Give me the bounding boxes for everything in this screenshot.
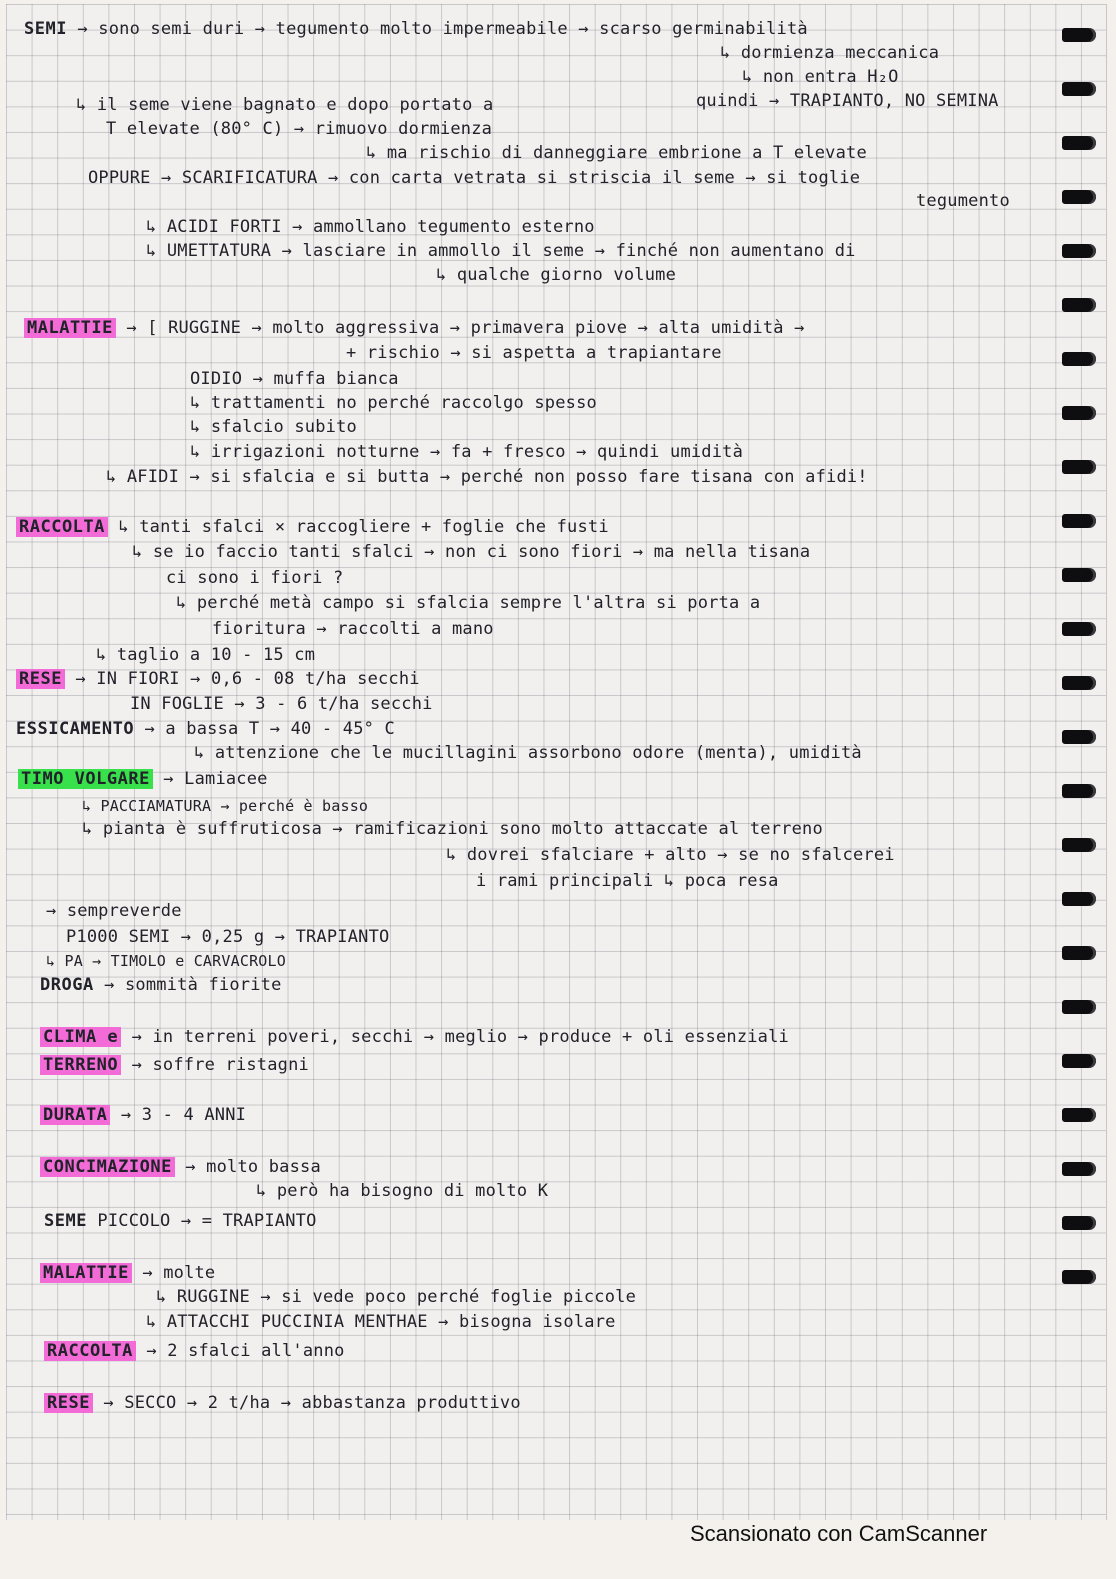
section-heading: ESSICAMENTO	[16, 719, 135, 739]
note-line	[446, 844, 895, 866]
note-line	[146, 216, 595, 238]
note-line	[146, 240, 856, 262]
note-text: ↳ il seme viene bagnato e dopo portato a	[76, 95, 494, 115]
note-text: quindi → TRAPIANTO, NO SEMINA	[696, 91, 999, 111]
binder-ring	[1062, 1270, 1096, 1284]
binder-ring	[1062, 838, 1096, 852]
binder-ring	[1062, 406, 1096, 420]
binder-ring	[1062, 1054, 1096, 1068]
binder-ring	[1062, 352, 1096, 366]
note-line	[190, 441, 743, 463]
binder-ring	[1062, 946, 1096, 960]
note-line	[146, 1311, 616, 1333]
note-line	[18, 768, 268, 790]
note-line	[130, 693, 433, 715]
note-line	[256, 1180, 548, 1202]
note-text: ↳ non entra H₂O	[742, 67, 899, 87]
note-line	[156, 1286, 636, 1308]
binder-ring	[1062, 1108, 1096, 1122]
note-text: → 2 sfalci all'anno	[146, 1341, 345, 1361]
note-line	[40, 1026, 789, 1048]
section-heading: TIMO VOLGARE	[18, 769, 153, 789]
note-text: → sono semi duri → tegumento molto impermeabile → scarso germinabilità	[77, 19, 808, 39]
binder-ring	[1062, 784, 1096, 798]
binder-ring	[1062, 568, 1096, 582]
note-text: ↳ tanti sfalci × raccogliere + foglie che fusti	[118, 517, 609, 537]
note-line	[212, 618, 494, 640]
note-text: IN FOGLIE → 3 - 6 t/ha secchi	[130, 694, 433, 714]
note-text: ↳ sfalcio subito	[190, 417, 357, 437]
binder-ring	[1062, 1216, 1096, 1230]
note-line	[44, 1392, 521, 1414]
note-line	[166, 567, 343, 589]
note-line	[16, 516, 609, 538]
binder-ring	[1062, 514, 1096, 528]
section-heading: MALATTIE	[24, 318, 116, 338]
note-text: PICCOLO → = TRAPIANTO	[97, 1211, 317, 1231]
note-text: ↳ dovrei sfalciare + alto → se no sfalcerei	[446, 845, 895, 865]
note-text: ↳ se io faccio tanti sfalci → non ci sono fiori → ma nella tisana	[132, 542, 811, 562]
note-line	[40, 1054, 309, 1076]
section-heading: MALATTIE	[40, 1263, 132, 1283]
section-heading: SEME	[44, 1211, 87, 1231]
note-line	[46, 900, 182, 922]
note-line	[44, 1210, 317, 1232]
note-line	[366, 142, 867, 164]
note-line	[176, 592, 760, 614]
note-text: → sommità fiorite	[104, 975, 282, 995]
note-text: ↳ attenzione che le mucillagini assorbono odore (menta), umidità	[194, 743, 862, 763]
binder-ring	[1062, 730, 1096, 744]
note-text: ↳ AFIDI → si sfalcia e si butta → perché non posso fare tisana con afidi!	[106, 467, 868, 487]
note-text: ↳ irrigazioni notturne → fa + fresco → quindi umidità	[190, 442, 744, 462]
binder-ring	[1062, 460, 1096, 474]
note-line	[436, 264, 676, 286]
note-text: ↳ qualche giorno volume	[436, 265, 677, 285]
binder-ring	[1062, 622, 1096, 636]
binder-ring	[1062, 1162, 1096, 1176]
note-line	[24, 317, 805, 339]
binder-ring	[1062, 28, 1096, 42]
binder-ring	[1062, 190, 1096, 204]
note-line	[190, 392, 597, 414]
section-heading: RACCOLTA	[16, 517, 108, 537]
note-line	[66, 926, 389, 948]
section-heading: CONCIMAZIONE	[40, 1157, 175, 1177]
note-line	[40, 974, 282, 996]
note-text: OIDIO → muffa bianca	[190, 369, 399, 389]
note-text: ↳ pianta è suffruticosa → ramificazioni sono molto attaccate al terreno	[82, 819, 823, 839]
section-heading: CLIMA e	[40, 1027, 121, 1047]
note-text: P1000 SEMI → 0,25 g → TRAPIANTO	[66, 927, 390, 947]
note-line	[82, 818, 823, 840]
note-text: → SECCO → 2 t/ha → abbastanza produttivo	[103, 1393, 521, 1413]
note-text: ↳ RUGGINE → si vede poco perché foglie piccole	[156, 1287, 637, 1307]
note-line	[106, 118, 492, 140]
note-line	[82, 795, 368, 817]
note-line	[16, 718, 395, 740]
binder-ring	[1062, 82, 1096, 96]
section-heading: RESE	[16, 669, 65, 689]
binder-ring	[1062, 136, 1096, 150]
note-line	[88, 167, 860, 189]
note-line	[696, 90, 999, 112]
note-text: → in terreni poveri, secchi → meglio → produce + oli essenziali	[131, 1027, 789, 1047]
section-heading: DURATA	[40, 1105, 110, 1125]
note-text: → a bassa T → 40 - 45° C	[144, 719, 395, 739]
note-line	[96, 644, 315, 666]
note-line	[190, 368, 399, 390]
note-text: ↳ trattamenti no perché raccolgo spesso	[190, 393, 597, 413]
scanner-watermark: Scansionato con CamScanner	[690, 1521, 988, 1546]
note-line	[24, 18, 808, 40]
note-line	[194, 742, 862, 764]
note-line	[916, 190, 1010, 212]
note-text: ↳ perché metà campo si sfalcia sempre l'altra si porta a	[176, 593, 761, 613]
note-text: → [ RUGGINE → molto aggressiva → primavera piove → alta umidità →	[126, 318, 805, 338]
section-heading: SEMI	[24, 19, 67, 39]
note-line	[190, 416, 357, 438]
note-text: fioritura → raccolti a mano	[212, 619, 494, 639]
note-text: → molto bassa	[185, 1157, 321, 1177]
note-line	[106, 466, 868, 488]
notebook-page	[6, 4, 1107, 1520]
note-line	[742, 66, 899, 88]
note-line	[16, 668, 420, 690]
note-text: tegumento	[916, 191, 1010, 211]
note-text: → Lamiacee	[163, 769, 268, 789]
note-text: → molte	[142, 1263, 216, 1283]
binder-ring	[1062, 1000, 1096, 1014]
note-text: i rami principali ↳ poca resa	[476, 871, 779, 891]
note-line	[44, 1340, 345, 1362]
note-line	[40, 1262, 215, 1284]
note-text: ↳ PACCIAMATURA → perché è basso	[82, 797, 369, 815]
note-text: → 3 - 4 ANNI	[120, 1105, 247, 1125]
note-text: → sempreverde	[46, 901, 182, 921]
section-heading: TERRENO	[40, 1055, 121, 1075]
note-line	[40, 1156, 321, 1178]
note-line	[76, 94, 493, 116]
note-text: ↳ ACIDI FORTI → ammollano tegumento esterno	[146, 217, 595, 237]
note-text: ↳ ATTACCHI PUCCINIA MENTHAE → bisogna isolare	[146, 1312, 616, 1332]
note-line	[720, 42, 939, 64]
note-line	[476, 870, 779, 892]
note-line	[346, 342, 722, 364]
note-text: → soffre ristagni	[131, 1055, 309, 1075]
note-line	[40, 1104, 246, 1126]
section-heading: DROGA	[40, 975, 94, 995]
note-text: ↳ taglio a 10 - 15 cm	[96, 645, 316, 665]
note-text: → IN FIORI → 0,6 - 08 t/ha secchi	[75, 669, 420, 689]
note-text: OPPURE → SCARIFICATURA → con carta vetrata si striscia il seme → si toglie	[88, 168, 861, 188]
note-text: T elevate (80° C) → rimuovo dormienza	[106, 119, 493, 139]
note-line	[46, 950, 286, 972]
binder-ring	[1062, 298, 1096, 312]
note-text: ↳ UMETTATURA → lasciare in ammollo il seme → finché non aumentano di	[146, 241, 856, 261]
note-text: + rischio → si aspetta a trapiantare	[346, 343, 722, 363]
section-heading: RACCOLTA	[44, 1341, 136, 1361]
spiral-binding	[1060, 28, 1096, 1328]
note-text: ci sono i fiori ?	[166, 568, 344, 588]
binder-ring	[1062, 892, 1096, 906]
note-text: ↳ dormienza meccanica	[720, 43, 940, 63]
note-text: ↳ PA → TIMOLO e CARVACROLO	[46, 952, 286, 970]
binder-ring	[1062, 244, 1096, 258]
note-text: ↳ però ha bisogno di molto K	[256, 1181, 549, 1201]
note-line	[132, 541, 810, 563]
binder-ring	[1062, 676, 1096, 690]
note-text: ↳ ma rischio di danneggiare embrione a T elevate	[366, 143, 867, 163]
section-heading: RESE	[44, 1393, 93, 1413]
